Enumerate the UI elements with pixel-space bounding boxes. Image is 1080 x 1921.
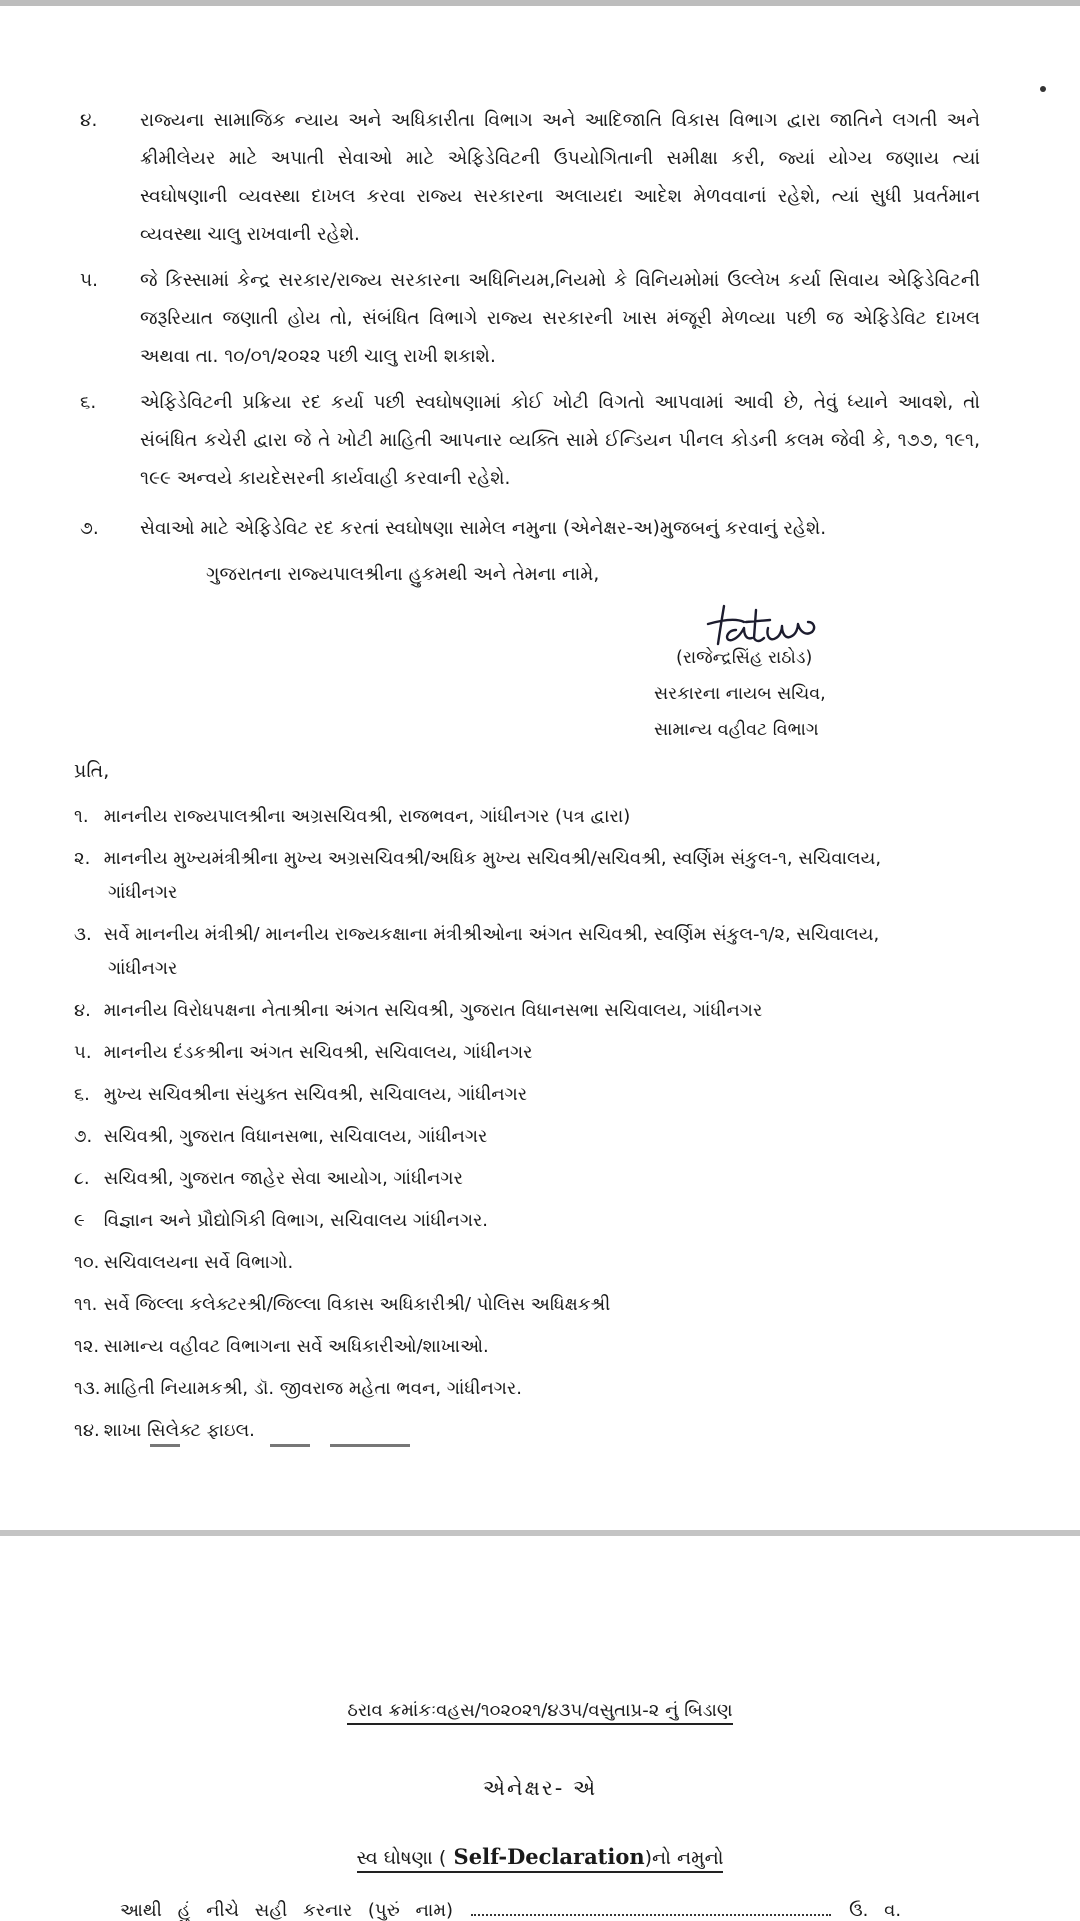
- list-item: [74, 992, 974, 1030]
- list-item: [74, 1286, 974, 1324]
- self-dec-prefix: સ્વ ઘોષણા (: [357, 1847, 447, 1873]
- signatory-name: (રાજેન્દ્રસિંહ રાઠોડ): [676, 648, 813, 668]
- signatory-department: સામાન્ય વહીવટ વિભાગ: [654, 720, 819, 740]
- cut-off-text-fragment: [270, 1444, 310, 1447]
- resolution-reference-text: ઠરાવ ક્રમાંકઃવહસ/૧૦૨૦૨૧/૪૩૫/વસુતાપ્ર-૨ નું બિડાણ: [347, 1700, 732, 1725]
- list-item-number: ૩.: [74, 924, 92, 945]
- list-item-number: ૧૨.: [74, 1336, 100, 1357]
- list-item-text: સચિવશ્રી, ગુજરાત વિધાનસભા, સચિવાલય, ગાંધીનગર: [103, 1126, 488, 1147]
- copy-to-list: [74, 798, 974, 1454]
- list-item-text: માહિતી નિયામકશ્રી, ડૉ. જીવરાજ મહેતા ભવન, ગાંધીનગર.: [103, 1378, 522, 1399]
- list-item-text: માનનીય વિરોધપક્ષના નેતાશ્રીના અંગત સચિવશ્રી, ગુજરાત વિધાનસભા સચિવાલય, ગાંધીનગર: [103, 1000, 763, 1021]
- list-item: [74, 1034, 974, 1072]
- list-item: [74, 798, 974, 836]
- self-declaration-heading-text: [356, 1844, 724, 1873]
- list-item-text: માનનીય રાજ્યપાલશ્રીના અગ્રસચિવશ્રી, રાજભવન, ગાંધીનગર (પત્ર દ્વારા): [103, 806, 631, 827]
- list-item-number: ૪.: [74, 1000, 91, 1021]
- resolution-reference: [0, 1700, 1080, 1721]
- list-item-number: ૧૪.: [74, 1420, 100, 1441]
- scan-mark: [1040, 86, 1046, 92]
- declaration-age: ઉ. વ.: [849, 1900, 902, 1921]
- copy-to-heading: પ્રતિ,: [74, 760, 110, 782]
- list-item: [74, 1076, 974, 1114]
- signatory-designation: સરકારના નાયબ સચિવ,: [654, 684, 826, 704]
- list-item-text: સર્વે જિલ્લા કલેક્ટરશ્રી/જિલ્લા વિકાસ અધિકારીશ્રી/ પોલિસ અધિક્ષકશ્રી: [103, 1294, 611, 1315]
- paragraph-5: [80, 262, 980, 376]
- list-item-number: ૧૧.: [74, 1294, 98, 1315]
- list-item-number: ૧.: [74, 806, 89, 827]
- paragraph-number: ૬.: [80, 392, 97, 413]
- self-dec-suffix: )નો નમુનો: [645, 1847, 724, 1873]
- list-item: [74, 1370, 974, 1408]
- paragraph-number: ૭.: [80, 518, 99, 539]
- list-item-number: ૫.: [74, 1042, 92, 1063]
- declaration-start: આથી હું નીચે સહી કરનાર (પુરું નામ): [120, 1900, 454, 1921]
- list-item: [74, 1160, 974, 1198]
- list-item-number: ૨.: [74, 848, 91, 869]
- list-item: [74, 1202, 974, 1240]
- list-item-text: સચિવાલયના સર્વે વિભાગો.: [103, 1252, 294, 1273]
- list-item-text: સર્વે માનનીય મંત્રીશ્રી/ માનનીય રાજ્યકક્ષાના મંત્રીશ્રીઓના અંગત સચિવશ્રી, સ્વર્ણિમ સંકુલ-૧/૨, સચિવાલય,: [103, 924, 880, 945]
- list-item-text: શાખા સિલેક્ટ ફાઇલ.: [103, 1420, 255, 1441]
- list-item-text: વિજ્ઞાન અને પ્રૌદ્યોગિકી વિભાગ, સચિવાલય ગાંધીનગર.: [103, 1210, 488, 1231]
- list-item: [74, 1412, 974, 1450]
- list-item-text: સામાન્ય વહીવટ વિભાગના સર્વે અધિકારીઓ/શાખાઓ.: [103, 1336, 489, 1357]
- list-item-text: માનનીય દંડકશ્રીના અંગત સચિવશ્રી, સચિવાલય, ગાંધીનગર: [103, 1042, 533, 1063]
- list-item-number: ૯: [74, 1210, 85, 1231]
- list-item-continuation: ગાંધીનગર: [108, 882, 178, 903]
- list-item-text: માનનીય મુખ્યમંત્રીશ્રીના મુખ્ય અગ્રસચિવશ્રી/અધિક મુખ્ય સચિવશ્રી/સચિવશ્રી, સ્વર્ણિમ સંકુલ-૧, સચિવાલય,: [103, 848, 882, 869]
- paragraph-text: એફિડેવિટની પ્રક્રિયા રદ કર્યા પછી સ્વઘોષણામાં કોઈ ખોટી વિગતો આપવામાં આવી છે, તેવું ધ્યાને આવશે, તો સંબંધિત કચેરી દ્વારા જે તે ખોટી માહિતી આપનાર વ્યક્તિ સામે ઈન્ડિયન પીનલ કોડની કલમ જેવી કે, ૧૭૭, ૧૯૧, ૧૯૯ અન્વયે કાયદેસરની કાર્યવાહી કરવાની રહેશે.: [140, 392, 980, 489]
- paragraph-number: ૪.: [80, 110, 98, 131]
- cut-off-text-fragment: [330, 1444, 410, 1447]
- cut-off-text-fragment: [150, 1444, 180, 1447]
- top-page-divider: [0, 0, 1080, 6]
- declaration-line: [120, 1900, 901, 1921]
- paragraph-text: સેવાઓ માટે એફિડેવિટ રદ કરતાં સ્વઘોષણા સામેલ નમુના (એનેક્ષર-અ)મુજબનું કરવાનું રહેશે.: [140, 518, 827, 539]
- full-name-blank[interactable]: [471, 1914, 831, 1916]
- paragraph-4: [80, 102, 980, 254]
- list-item: [74, 916, 974, 988]
- annexure-title: એનેક્ષર- એ: [482, 1776, 598, 1800]
- list-item: [74, 1118, 974, 1156]
- paragraph-6: [80, 384, 980, 498]
- list-item-number: ૭.: [74, 1126, 93, 1147]
- paragraph-number: ૫.: [80, 270, 99, 291]
- list-item-text: સચિવશ્રી, ગુજરાત જાહેર સેવા આયોગ, ગાંધીનગર: [103, 1168, 463, 1189]
- by-order-line: ગુજરાતના રાજ્યપાલશ્રીના હુકમથી અને તેમના નામે,: [206, 564, 600, 585]
- self-dec-english: Self-Declaration: [446, 1844, 645, 1869]
- list-item-number: ૮.: [74, 1168, 90, 1189]
- list-item-continuation: ગાંધીનગર: [108, 958, 178, 979]
- list-item-text: મુખ્ય સચિવશ્રીના સંયુક્ત સચિવશ્રી, સચિવાલય, ગાંધીનગર: [103, 1084, 528, 1105]
- list-item-number: ૧૦.: [74, 1252, 100, 1273]
- self-declaration-heading: [0, 1844, 1080, 1869]
- paragraph-7: [80, 510, 980, 548]
- list-item-number: ૬.: [74, 1084, 90, 1105]
- signature-block: [654, 600, 980, 748]
- list-item: [74, 1328, 974, 1366]
- list-item: [74, 840, 974, 912]
- paragraph-text: જે કિસ્સામાં કેન્દ્ર સરકાર/રાજ્ય સરકારના અધિનિયમ,નિયમો કે વિનિયમોમાં ઉલ્લેખ કર્યા સિવાય એફિડેવિટની જરૂરિયાત જણાતી હોય તો, સંબંધિત વિભાગે રાજ્ય સરકારની ખાસ મંજૂરી મેળવ્યા પછી જ એફિડેવિટ દાખલ અથવા તા. ૧૦/૦૧/૨૦૨૨ પછી ચાલુ રાખી શકાશે.: [140, 270, 980, 367]
- page-break-divider: [0, 1530, 1080, 1536]
- list-item-number: ૧૩.: [74, 1378, 101, 1399]
- paragraph-text: રાજ્યના સામાજિક ન્યાય અને અધિકારીતા વિભાગ અને આદિજાતિ વિકાસ વિભાગ દ્વારા જાતિને લગતી અને ક્રીમીલેયર માટે અપાતી સેવાઓ માટે એફિડેવિટની ઉપયોગિતાની સમીક્ષા કરી, જ્યાં યોગ્ય જણાય ત્યાં સ્વઘોષણાની વ્યવસ્થા દાખલ કરવા રાજ્ય સરકારના અલાયદા આદેશ મેળવવાનાં રહેશે, ત્યાં સુધી પ્રવર્તમાન વ્યવસ્થા ચાલુ રાખવાની રહેશે.: [140, 110, 980, 245]
- list-item: [74, 1244, 974, 1282]
